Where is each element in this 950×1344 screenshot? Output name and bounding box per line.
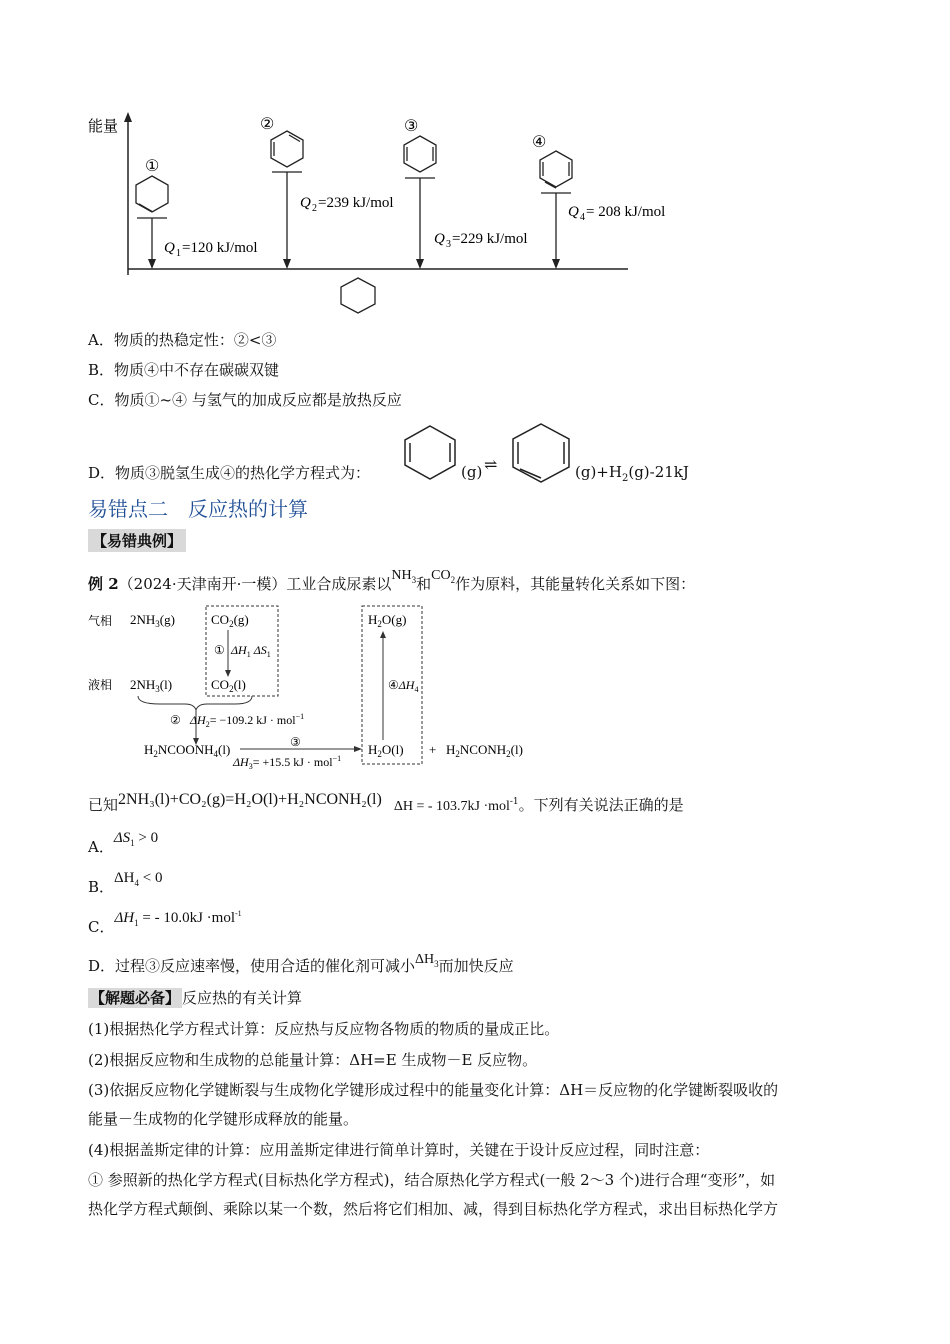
svg-text:④ΔH4: $④\Delta H_4$ <box>388 678 419 694</box>
svg-text:①: ① <box>214 643 225 657</box>
svg-text:CO2(g): $CO_2(g)$ <box>211 612 249 629</box>
benzene-icon <box>540 151 572 187</box>
section-title: 易错点二 反应热的计算 <box>88 497 308 521</box>
q4-symbol: Q <box>568 204 579 220</box>
q1-sub: 1 <box>176 248 181 259</box>
essentials-p1: (1)根据热化学方程式计算：反应热与反应物各物质的物质的量成正比。 <box>88 1020 560 1038</box>
example-tag: 【易错典例】 <box>88 529 186 552</box>
q2-option-d: D．过程③反应速率慢，使用合适的催化剂可减小$\Delta H_3$而加快反应 <box>88 952 514 975</box>
q3-value: =229 kJ/mol <box>452 231 528 247</box>
cyclohexadiene-icon <box>271 131 303 167</box>
essentials-p5b: 热化学方程式颠倒、乘除以某一个数，然后将它们相加、减，得到目标热化学方程式，求出目标热化学方 <box>88 1200 779 1218</box>
option-d-rest: $(g)+H_2(g)-21kJ$ <box>575 463 689 484</box>
marker-2: ② <box>260 116 275 133</box>
svg-text:H2NCONH2(l): $H_2NCONH_2(l)$ <box>446 742 523 759</box>
q1-value: =120 kJ/mol <box>182 240 258 256</box>
q4-value: = 208 kJ/mol <box>586 204 666 220</box>
q2-value: =239 kJ/mol <box>318 195 394 211</box>
option-c: C．物质①~④ 与氢气的加成反应都是放热反应 <box>88 391 402 409</box>
q1-symbol: Q <box>164 240 175 256</box>
q2-symbol: Q <box>300 195 311 211</box>
option-b: B．物质④中不存在碳碳双键 <box>88 361 280 379</box>
marker-1: ① <box>145 158 160 175</box>
svg-text:H2O(g): $H_2O(g)$ <box>368 612 407 629</box>
svg-text:ΔH1 ΔS1: $\Delta H_1$ $\Delta S_1$ <box>231 643 271 659</box>
svg-text:H2NCOONH4(l): $H_2NCOONH_4(l)$ <box>144 742 231 759</box>
q2-sub: 2 <box>312 203 317 214</box>
option-d-gas1: (g) <box>461 463 483 481</box>
essentials-p3b: 能量－生成物的化学键形成释放的能量。 <box>88 1110 359 1128</box>
given-equation: 已知2NH₃(l)+CO₂(g)=H₂O(l)+H₂NCONH₂(l) ΔH = - 103.7kJ ·mol$^{-1}$。下列有关说法正确的是 <box>88 791 684 814</box>
svg-text:2NH3(g): $2NH_3(g)$ <box>130 612 175 629</box>
svg-text:②: ② <box>170 713 181 727</box>
cyclohexadiene-13-icon <box>404 136 436 172</box>
svg-text:ΔH3= +15.5 kJ · mol−1: $\Delta H_3= +15.5$ kJ · mol$^{-1}$ <box>233 754 342 771</box>
example-intro: 例 2（2024·天津南开·一模）工业合成尿素以$NH_3$和$CO_2$作为原料，其能量转化关系如下图： <box>88 568 696 593</box>
q2-option-c: C．$\Delta H_1$ = - 10.0kJ ·mol$^{-1}$ <box>88 909 242 936</box>
q3-symbol: Q <box>434 231 445 247</box>
option-d-prefix: D．物质③脱氢生成④的热化学方程式为： <box>88 464 371 482</box>
svg-text:+: + <box>429 742 437 757</box>
essentials-p4: (4)根据盖斯定律的计算：应用盖斯定律进行简单计算时，关键在于设计反应过程，同时注意： <box>88 1141 710 1159</box>
essentials-p2: (2)根据反应物和生成物的总能量计算：ΔH=E 生成物－E 反应物。 <box>88 1051 538 1069</box>
energy-axis-label: 能量 <box>88 117 119 135</box>
q4-sub: 4 <box>580 212 585 223</box>
svg-text:ΔH2= −109.2 kJ · mol−1: $\Delta H_2= -109.2$ kJ · mol$^{-1}$ <box>190 712 305 729</box>
svg-text:2NH3(l): $2NH_3(l)$ <box>130 677 173 694</box>
axis-arrowhead <box>124 112 132 122</box>
svg-text:H2O(l): $H_2O(l)$ <box>368 742 404 759</box>
marker-4: ④ <box>532 134 547 151</box>
essentials-p5a: ① 参照新的热化学方程式(目标热化学方程式)，结合原热化学方程式(一般 2～3 个)进行合理“变形”，如 <box>88 1171 776 1189</box>
svg-text:③: ③ <box>290 735 301 749</box>
marker-3: ③ <box>404 118 419 135</box>
essentials-p3a: (3)依据反应物化学键断裂与生成物化学键形成过程中的能量变化计算：ΔH＝反应物的化学键断裂吸收的 <box>88 1081 779 1099</box>
urea-diagram <box>80 600 550 780</box>
svg-text:CO2(l): $CO_2(l)$ <box>211 677 246 694</box>
equilibrium-icon: ⇌ <box>484 455 498 474</box>
q2-option-b: B．$\Delta H_4 < 0$ <box>88 870 163 896</box>
energy-diagram <box>0 0 950 330</box>
gas-phase-label: 气相 <box>88 614 113 628</box>
option-a: A．物质的热稳定性：②<③ <box>88 331 277 349</box>
benzene-large-icon <box>513 424 569 482</box>
q3-sub: 3 <box>446 239 451 250</box>
liquid-phase-label: 液相 <box>88 678 113 692</box>
cyclohexane-icon <box>341 278 375 313</box>
cyclohexene-icon <box>136 176 168 212</box>
essentials-heading: 【解题必备】 反应热的有关计算 <box>90 989 303 1007</box>
cyclohexadiene-large-icon <box>405 426 455 479</box>
q2-option-a: A．$\Delta S_1 > 0$ <box>88 830 159 856</box>
